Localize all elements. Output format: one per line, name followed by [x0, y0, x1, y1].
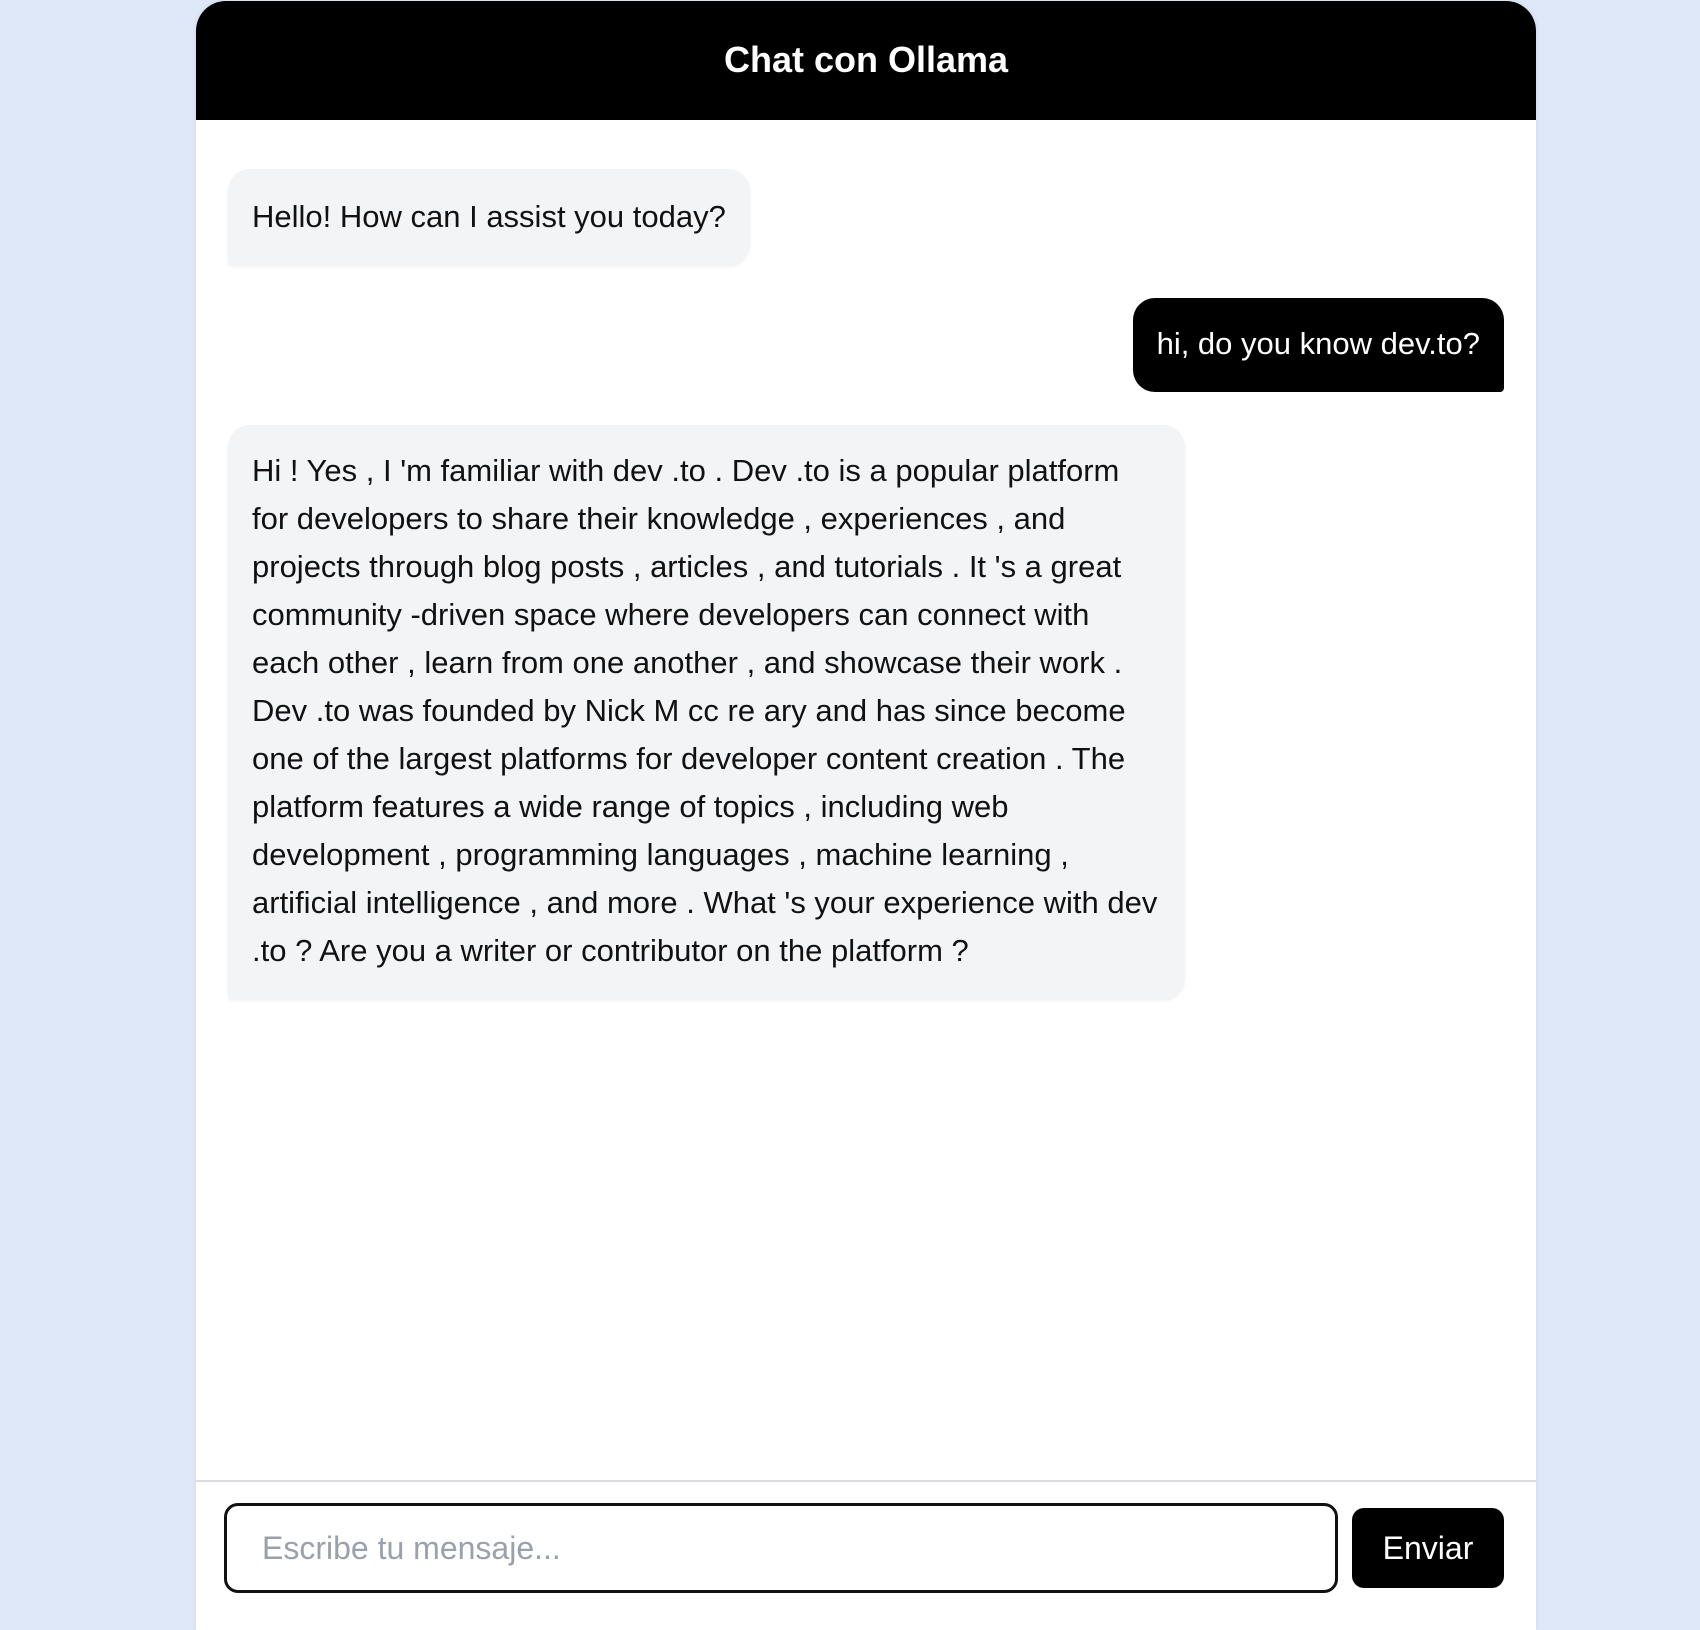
send-button[interactable]: Enviar [1352, 1508, 1504, 1588]
message-list[interactable] [196, 120, 1536, 1480]
chat-header [196, 1, 1536, 120]
message-row-user [228, 298, 1504, 392]
message-row-assistant [228, 169, 1504, 265]
message-composer [196, 1480, 1536, 1630]
user-message: hi, do you know dev.to? [1133, 298, 1504, 392]
page-title: Chat con Ollama [723, 38, 1009, 80]
chat-window [196, 1, 1536, 1630]
message-row-assistant [228, 425, 1504, 999]
assistant-message: Hello! How can I assist you today? [228, 169, 750, 265]
message-input[interactable] [224, 1503, 1338, 1593]
assistant-message: Hi ! Yes , I 'm familiar with dev .to . Dev .to is a popular platform for developers to share their knowledge , experiences , and projects through blog posts , articles , and tutorials . It 's a great community -driven space where developers can connect with each other , learn from one another , and showcase their work . Dev .to was founded by Nick M cc re ary and has since become one of the largest platforms for developer content creation . The platform features a wide range of topics , including web development , programming languages , machine learning , artificial intelligence , and more . What 's your experience with dev .to ? Are you a writer or contributor on the platform ? [228, 425, 1185, 999]
